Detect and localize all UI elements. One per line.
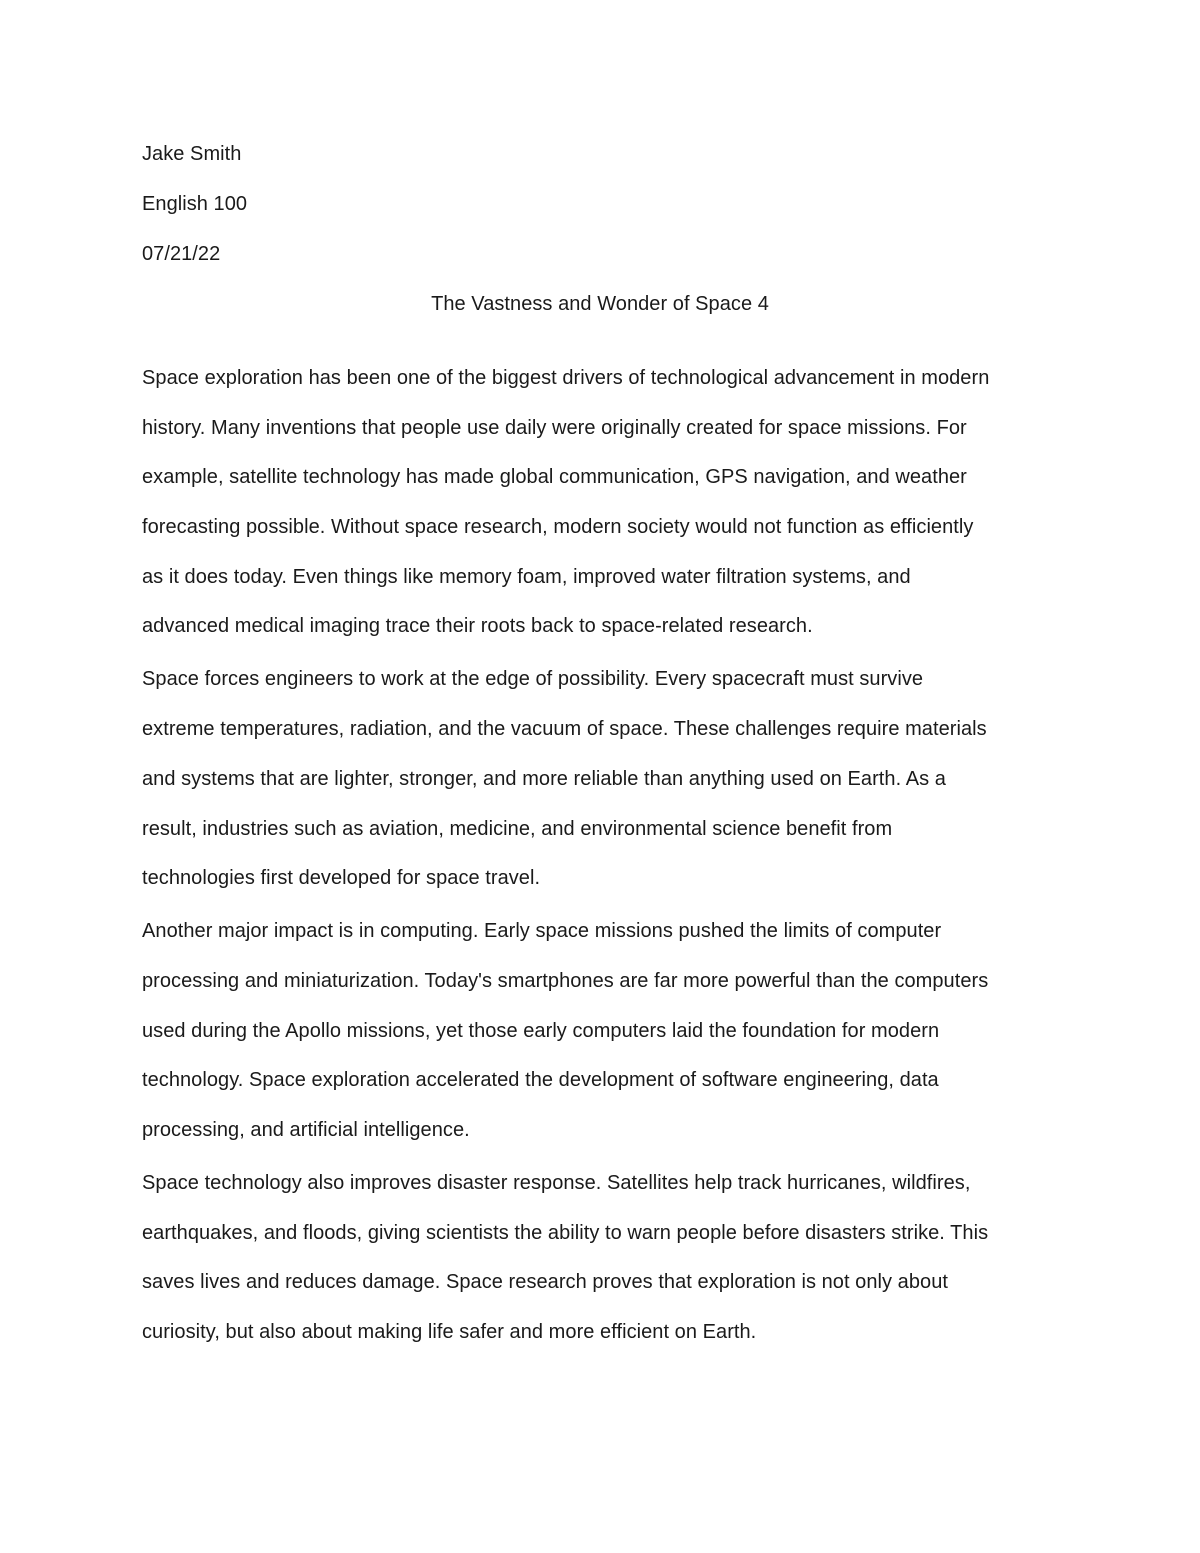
paragraph-line: used during the Apollo missions, yet those early computers laid the foundation for modern <box>142 1019 940 1042</box>
paragraph-line: Space technology also improves disaster response. Satellites help track hurricanes, wildfires, <box>142 1171 971 1194</box>
course-name: English 100 <box>142 193 248 215</box>
paragraph-4 <box>142 1168 1058 1347</box>
paragraph-line: result, industries such as aviation, medicine, and environmental science benefit from <box>142 817 893 840</box>
paragraph-line: Space forces engineers to work at the edge of possibility. Every spacecraft must survive <box>142 668 924 691</box>
paragraph-line: curiosity, but also about making life safer and more efficient on Earth. <box>142 1321 757 1343</box>
paragraph-3 <box>142 916 1058 1145</box>
paragraph-line: Space exploration has been one of the biggest drivers of technological advancement in modern <box>142 367 990 389</box>
paragraph-line: example, satellite technology has made global communication, GPS navigation, and weather <box>142 466 967 489</box>
document-date: 07/21/22 <box>142 243 221 265</box>
paragraph-line: Another major impact is in computing. Early space missions pushed the limits of computer <box>142 920 942 943</box>
paragraph-line: processing, and artificial intelligence. <box>142 1118 470 1141</box>
paragraph-line: earthquakes, and floods, giving scientists the ability to warn people before disasters strike. This <box>142 1221 989 1244</box>
paragraph-line: processing and miniaturization. Today's smartphones are far more powerful than the computers <box>142 969 989 992</box>
paragraph-2 <box>142 664 1058 893</box>
paragraph-1 <box>142 363 1058 641</box>
paragraph-line: technologies first developed for space travel. <box>142 867 541 890</box>
author-name: Jake Smith <box>142 143 242 165</box>
paragraph-line: history. Many inventions that people use daily were originally created for space missions. For <box>142 416 967 439</box>
paragraph-line: advanced medical imaging trace their roots back to space-related research. <box>142 615 813 638</box>
paragraph-line: technology. Space exploration accelerated the development of software engineering, data <box>142 1069 939 1092</box>
document-body <box>142 139 1058 1370</box>
paragraph-line: extreme temperatures, radiation, and the vacuum of space. These challenges require materials <box>142 718 987 741</box>
document-title: The Vastness and Wonder of Space 4 <box>431 293 769 315</box>
paragraph-line: as it does today. Even things like memory foam, improved water filtration systems, and <box>142 565 911 588</box>
paragraph-line: and systems that are lighter, stronger, and more reliable than anything used on Earth. As a <box>142 767 946 790</box>
paragraph-line: saves lives and reduces damage. Space research proves that exploration is not only about <box>142 1271 948 1294</box>
paragraph-line: forecasting possible. Without space research, modern society would not function as efficiently <box>142 516 974 539</box>
